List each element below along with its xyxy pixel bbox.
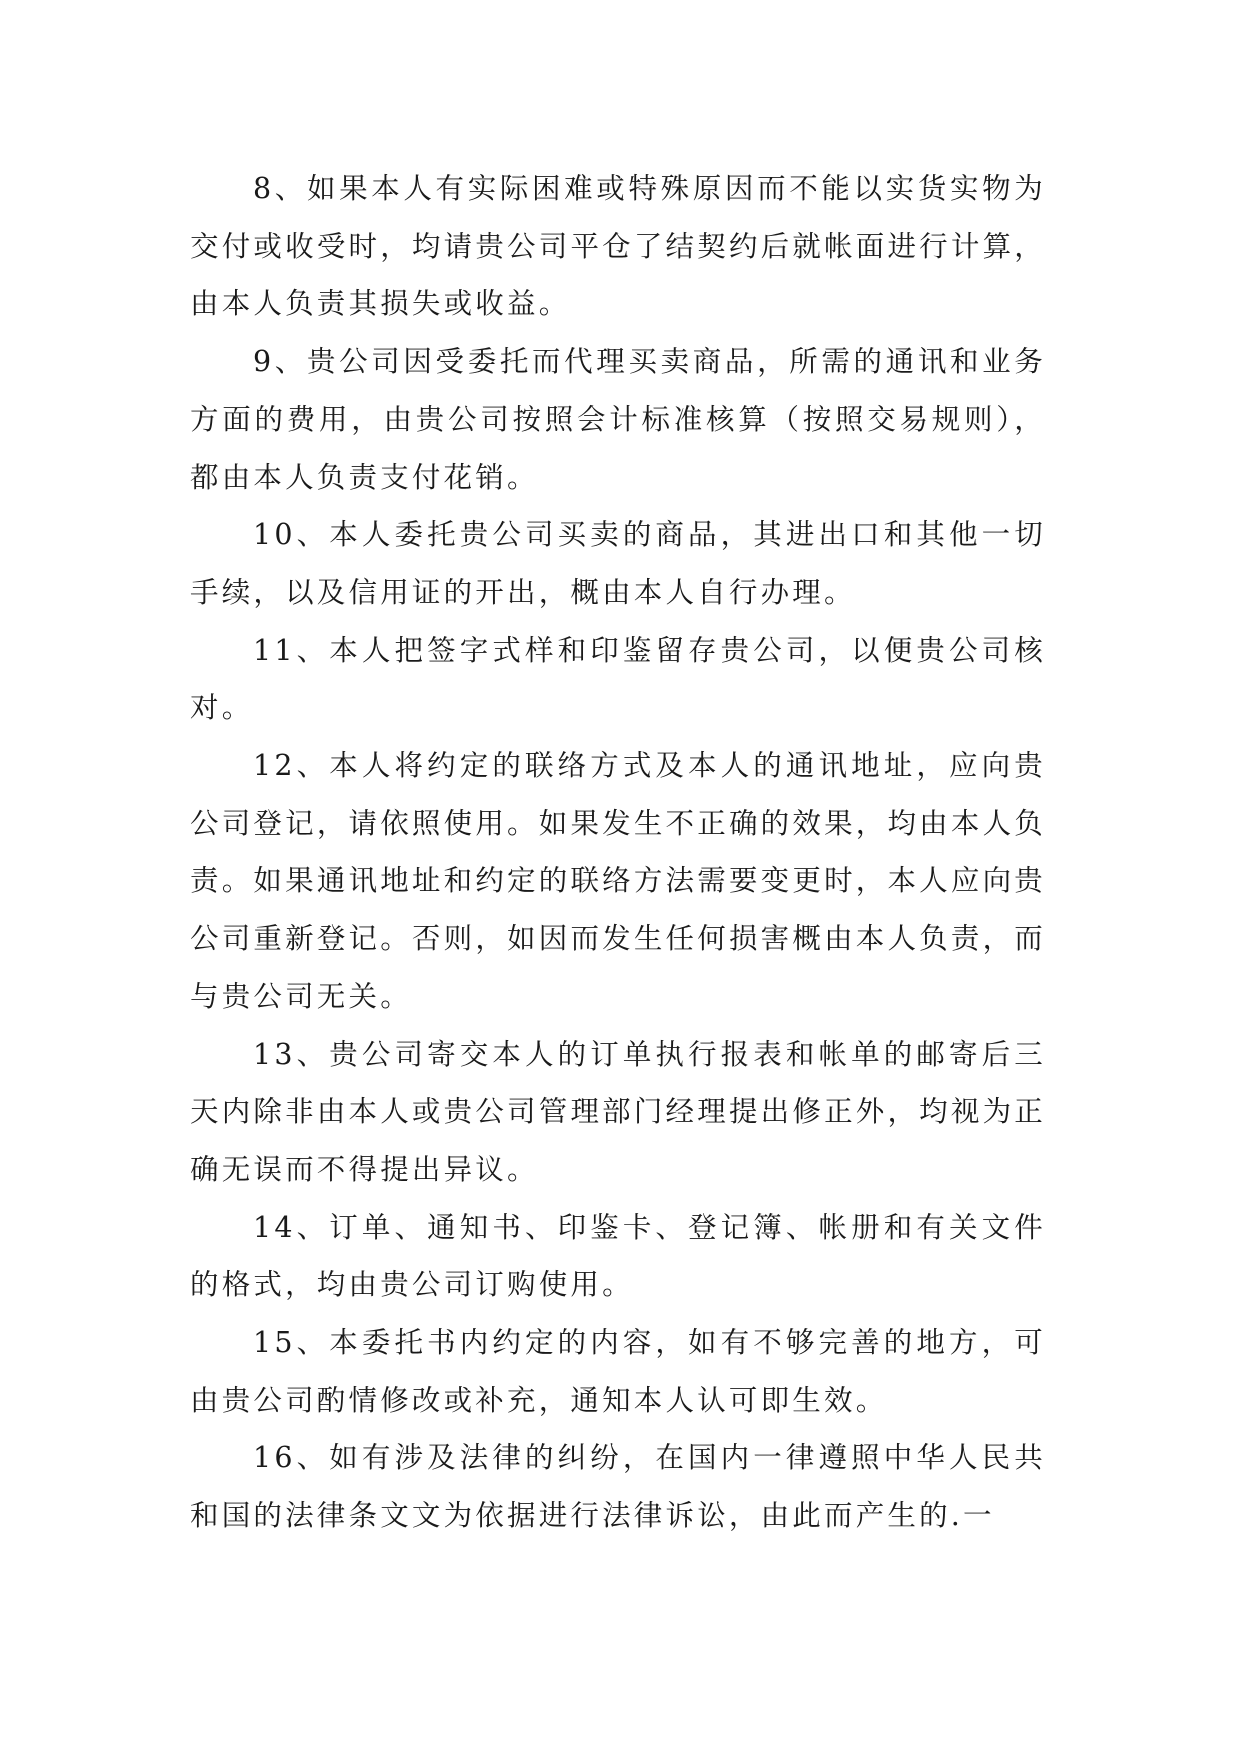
- clause-9: 9、贵公司因受委托而代理买卖商品，所需的通讯和业务方面的费用，由贵公司按照会计标准核算（按照交易规则），都由本人负责支付花销。: [190, 345, 1046, 494]
- clause-11: 11、本人把签字式样和印鉴留存贵公司，以便贵公司核对。: [190, 633, 1046, 725]
- clause-15: 15、本委托书内约定的内容，如有不够完善的地方，可由贵公司酌情修改或补充，通知本人认可即生效。: [190, 1326, 1046, 1417]
- clause-10: 10、本人委托贵公司买卖的商品，其进出口和其他一切手续，以及信用证的开出，概由本人自行办理。: [190, 518, 1046, 609]
- clause-12: 12、本人将约定的联络方式及本人的通讯地址，应向贵公司登记，请依照使用。如果发生不正确的效果，均由本人负责。如果通讯地址和约定的联络方法需要变更时，本人应向贵公司重新登记。否则，如因而发生任何损害概由本人负责，而与贵公司无关。: [190, 749, 1046, 1013]
- clause-8: 8、如果本人有实际困难或特殊原因而不能以实货实物为交付或收受时，均请贵公司平仓了结契约后就帐面进行计算，由本人负责其损失或收益。: [190, 172, 1046, 321]
- clause-14: 14、订单、通知书、印鉴卡、登记簿、帐册和有关文件的格式，均由贵公司订购使用。: [190, 1210, 1046, 1302]
- clause-16: 16、如有涉及法律的纠纷，在国内一律遵照中华人民共和国的法律条文文为依据进行法律诉讼，由此而产生的.一: [190, 1441, 1046, 1533]
- clause-13: 13、贵公司寄交本人的订单执行报表和帐单的邮寄后三天内除非由本人或贵公司管理部门经理提出修正外，均视为正确无误而不得提出异议。: [190, 1037, 1046, 1186]
- document-body: [190, 160, 1046, 1545]
